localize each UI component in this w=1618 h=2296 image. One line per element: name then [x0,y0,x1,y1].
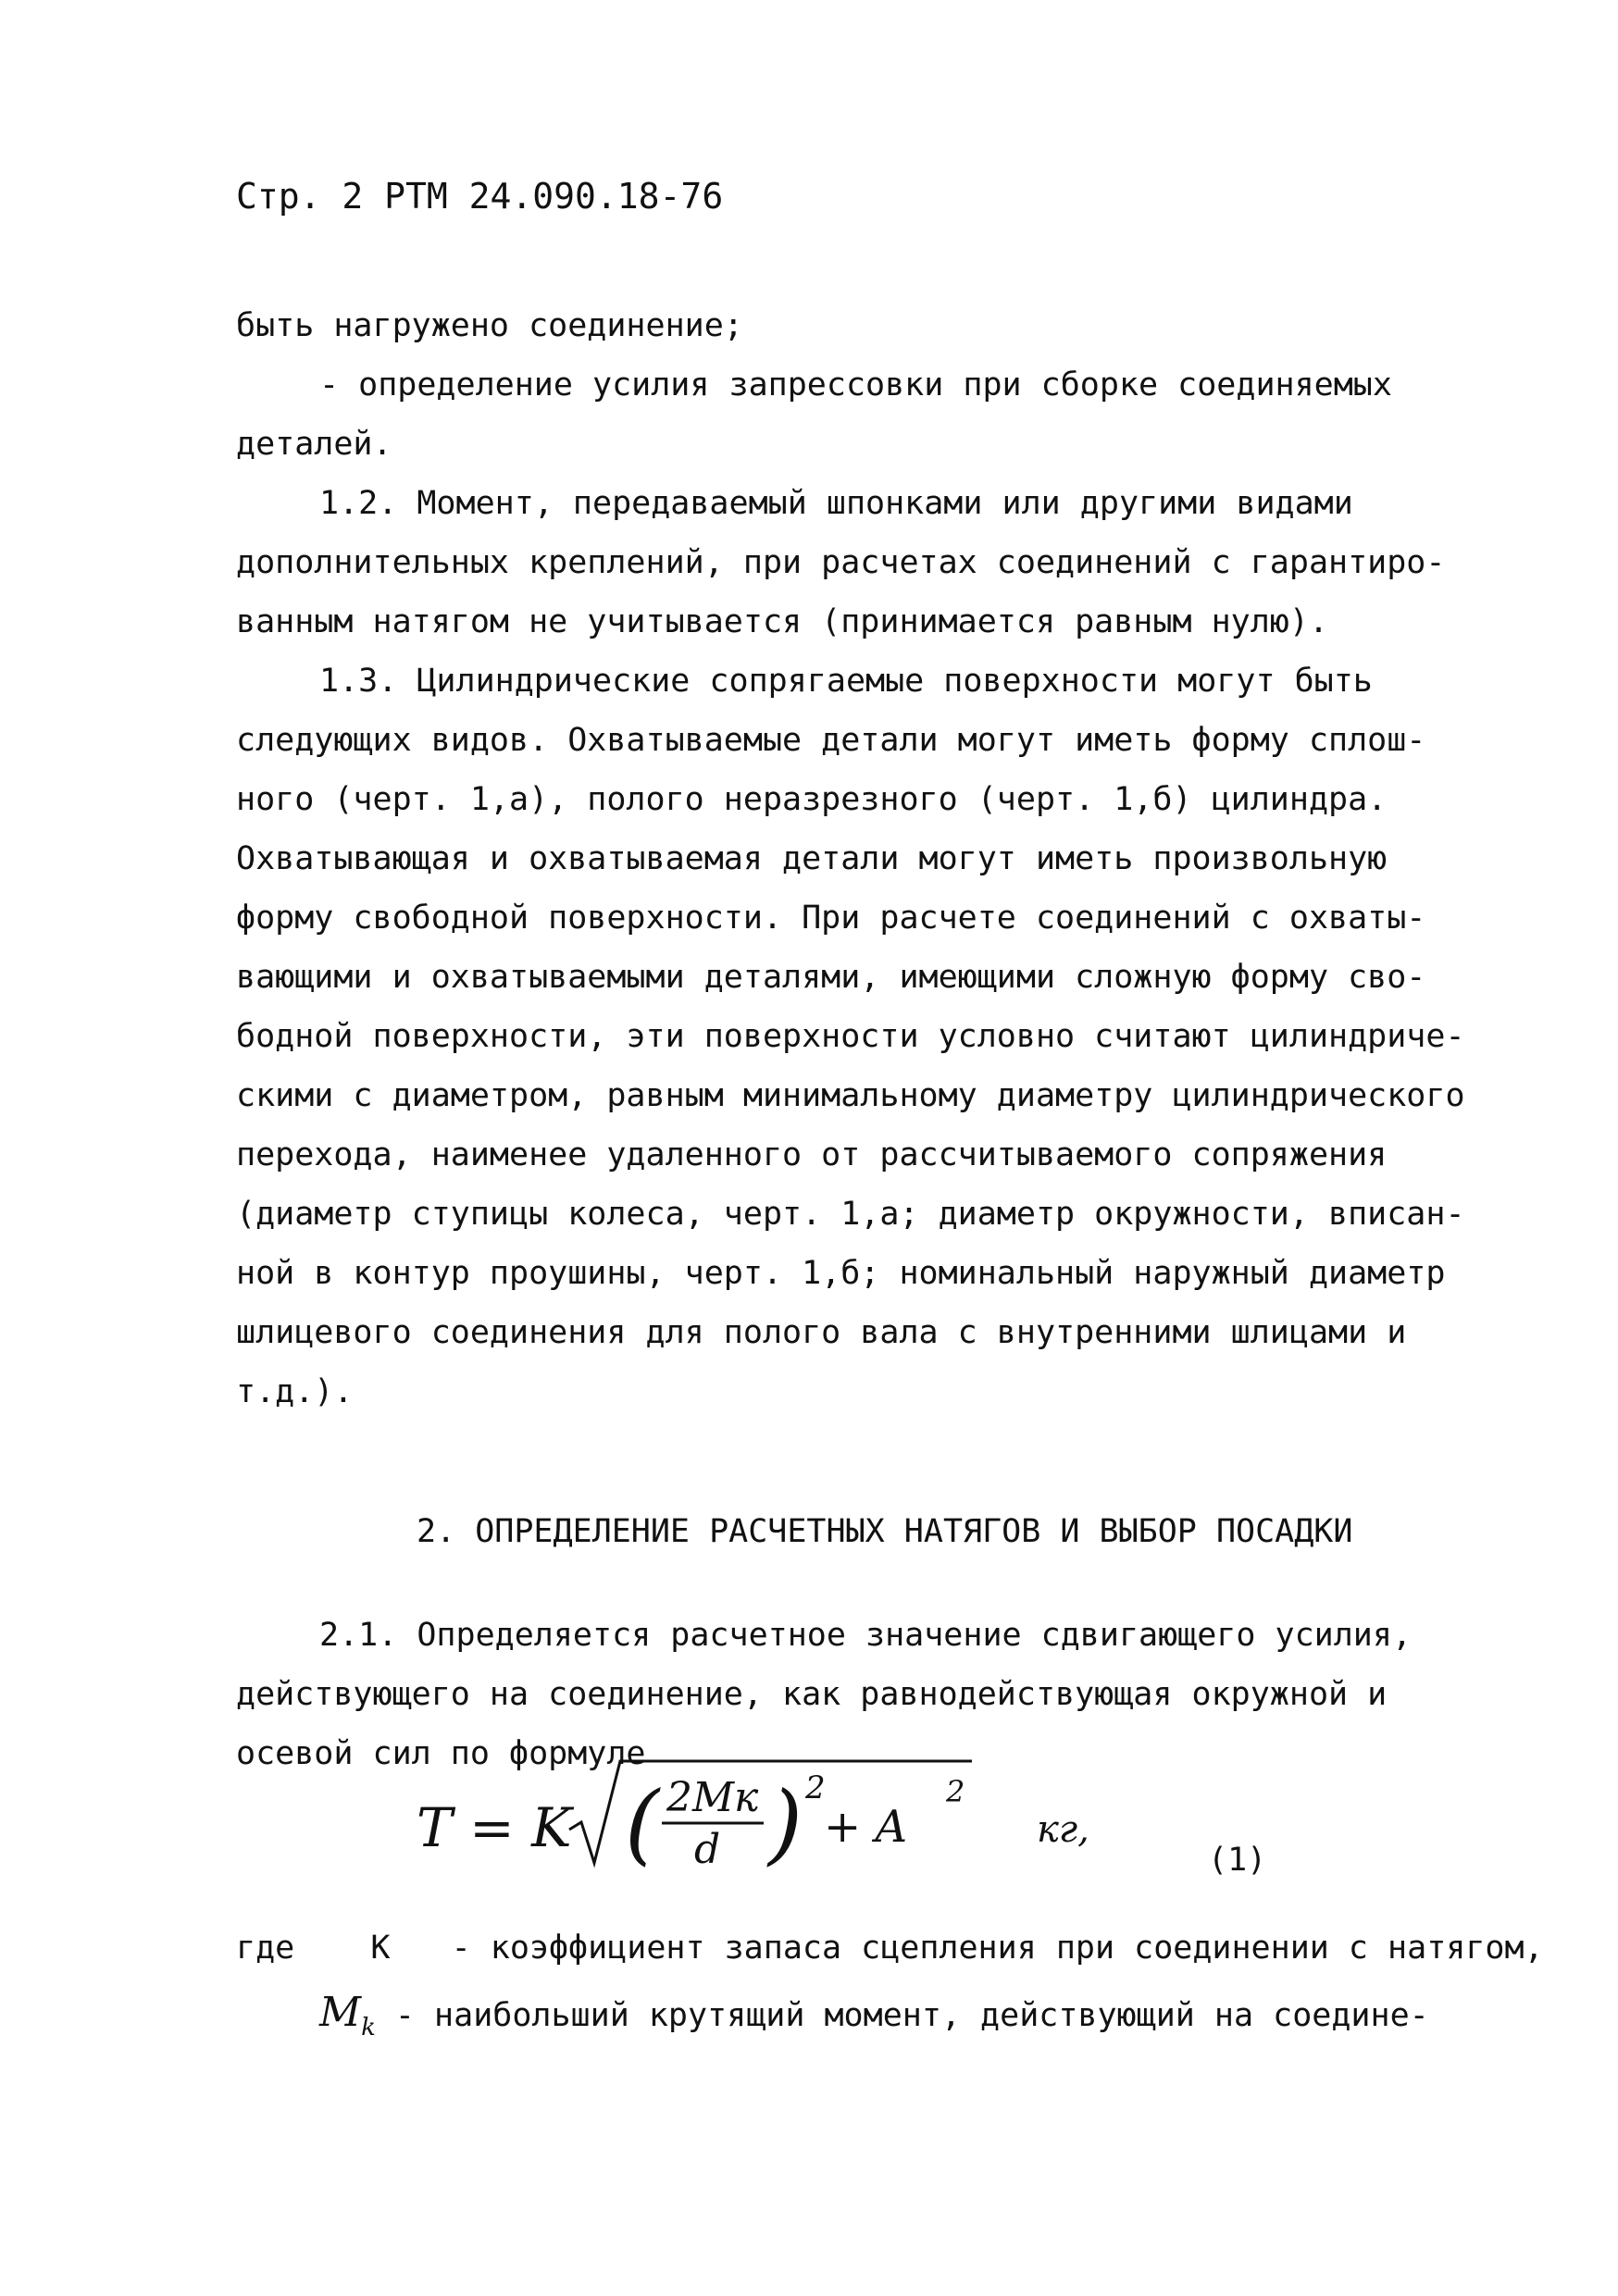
text-line: Охватывающая и охватываемая детали могут иметь произвольную [236,840,1388,877]
where-line-2 [236,1980,1439,2045]
where-clause [236,1916,1544,2045]
formula-rparen: ) [768,1773,803,1875]
text-line: т.д.). [236,1373,354,1410]
text-line: скими с диаметром, равным минимальному диаметру цилиндрического [236,1077,1465,1114]
formula-plus-a: + A [824,1801,908,1853]
text-line: 1.2. Момент, передаваемый шпонками или другими видами [319,485,1353,522]
section-title: 2. ОПРЕДЕЛЕНИЕ РАСЧЕТНЫХ НАТЯГОВ И ВЫБОР ПОСАДКИ [417,1513,1353,1550]
page-header: Стр. 2 РТМ 24.090.18-76 [236,176,724,217]
formula-graphic [398,1744,1157,1893]
text-line: 1.3. Цилиндрические сопрягаемые поверхности могут быть [319,663,1373,700]
text-line: дополнительных креплений, при расчетах соединений с гарантиро- [236,544,1446,581]
formula-exponent: 2 [805,1769,826,1806]
where-symbol-m-sub: k [361,2014,376,2042]
formula-numerator: 2Mк [666,1774,759,1821]
text-line: действующего на соединение, как равнодействующая окружной и [236,1676,1388,1713]
where-text-2: - наибольший крутящий момент, действующий на соедине- [394,1997,1429,2034]
text-line: бодной поверхности, эти поверхности условно считают цилиндриче- [236,1018,1465,1055]
text-line: ванным натягом не учитывается (принимается равным нулю). [236,603,1329,640]
text-line: вающими и охватываемыми деталями, имеющими сложную форму сво- [236,959,1426,996]
where-prefix: где [236,1930,295,1967]
formula-unit: кг, [1037,1808,1089,1851]
text-line: шлицевого соединения для полого вала с внутренними шлицами и [236,1314,1407,1351]
text-line: быть нагружено соединение; [236,307,743,344]
text-line: перехода, наименее удаленного от рассчитываемого сопряжения [236,1136,1388,1173]
formula-1 [398,1744,1157,1893]
text-line: ной в контур проушины, черт. 1,б; номинальный наружный диаметр [236,1255,1446,1292]
where-symbol-k: К [370,1930,391,1967]
equation-number: (1) [1208,1842,1267,1879]
where-symbol-m: M [319,1989,362,2036]
text-line: следующих видов. Охватываемые детали могут иметь форму сплош- [236,722,1426,759]
text-line: форму свободной поверхности. При расчете соединений с охваты- [236,900,1426,937]
formula-denominator: d [694,1826,721,1873]
text-line: - определение усилия запрессовки при сборке соединяемых [319,366,1392,403]
text-line: деталей. [236,426,392,463]
text-line: ного (черт. 1,а), полого неразрезного (черт. 1,б) цилиндра. [236,781,1388,818]
text-line: 2.1. Определяется расчетное значение сдвигающего усилия, [319,1617,1413,1654]
formula-lhs: T = K [417,1796,572,1859]
where-text-1: - коэффициент запаса сцепления при соединении с натягом, [451,1930,1544,1967]
body-text [236,296,1465,1421]
text-line: (диаметр ступицы колеса, черт. 1,а; диаметр окружности, вписан- [236,1196,1465,1233]
formula-lparen: ( [625,1773,660,1875]
formula-exponent-2: 2 [946,1774,965,1809]
text-line: осевой сил по формуле [236,1735,646,1772]
where-line-1 [236,1916,1544,1980]
